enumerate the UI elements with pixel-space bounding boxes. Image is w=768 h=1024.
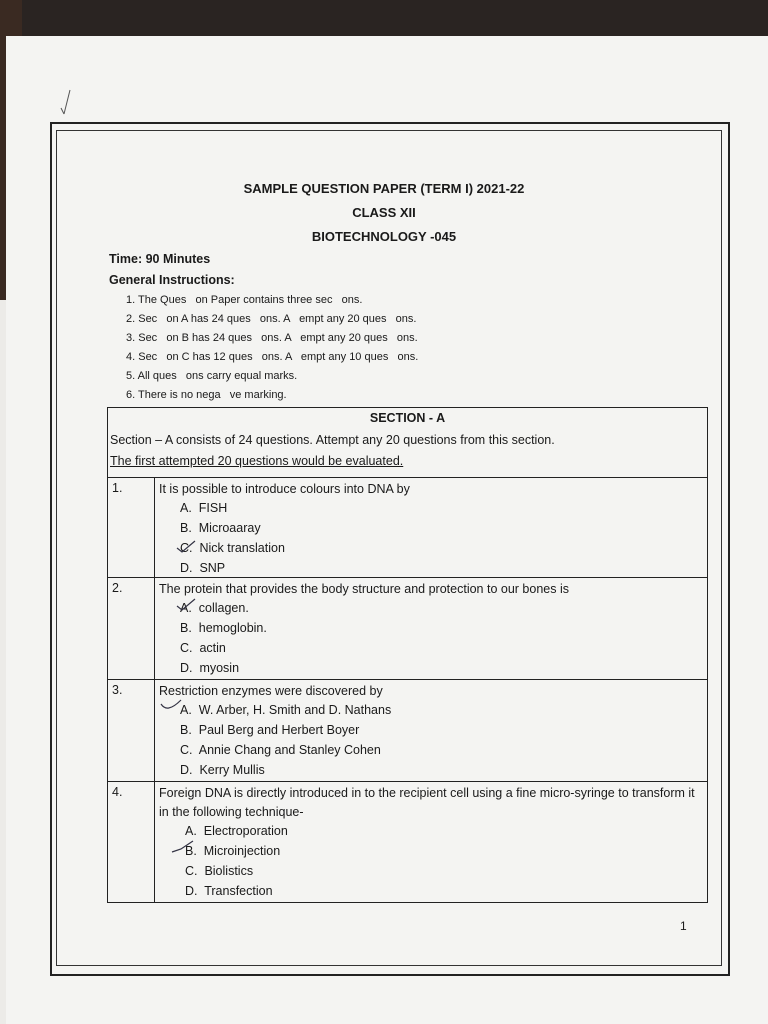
option-c: C. Nick translation [180, 541, 285, 555]
row-divider [107, 679, 708, 680]
instruction-item: 1. The Ques on Paper contains three sec ons. [126, 294, 363, 306]
question-number: 1. [112, 481, 123, 495]
check-mark-icon [159, 698, 183, 712]
pencil-mark-icon [60, 88, 74, 118]
option-d: D. myosin [180, 661, 240, 675]
question-text: Foreign DNA is directly introduced in to the recipient cell using a fine micro-syringe to transform it in the following technique- [159, 786, 695, 819]
section-note: The first attempted 20 questions would be evaluated. [110, 454, 404, 468]
instruction-item: 5. All ques ons carry equal marks. [126, 370, 298, 382]
option-d: D. Kerry Mullis [180, 763, 265, 777]
instructions-list [126, 291, 418, 405]
class-label: CLASS XII [352, 205, 416, 220]
option-b: B. Microaaray [180, 521, 261, 535]
option-b: B. hemoglobin. [180, 621, 267, 635]
subject-label: BIOTECHNOLOGY -045 [311, 229, 457, 244]
background-dark-area [0, 0, 768, 40]
option-a: A. collagen. [180, 601, 249, 615]
row-divider [107, 477, 708, 478]
option-b: B. Paul Berg and Herbert Boyer [180, 723, 360, 737]
instruction-item: 4. Sec on C has 12 ques ons. A empt any 10 ques ons. [126, 351, 419, 363]
question-number: 4. [112, 785, 123, 799]
instruction-item: 3. Sec on B has 24 ques ons. A empt any 20 ques ons. [126, 332, 418, 344]
instruction-item: 2. Sec on A has 24 ques ons. A empt any 20 ques ons. [126, 313, 417, 325]
option-c: C. actin [180, 641, 226, 655]
option-b: B. Microinjection [185, 844, 281, 858]
option-a: A. W. Arber, H. Smith and D. Nathans [180, 703, 392, 717]
page-number: 1 [680, 919, 687, 933]
question-text: It is possible to introduce colours into DNA by [159, 482, 410, 496]
row-divider [107, 781, 708, 782]
check-mark-icon [171, 840, 195, 854]
row-divider [107, 577, 708, 578]
question-number: 2. [112, 581, 123, 595]
option-d: D. Transfection [185, 884, 273, 898]
paper-title: SAMPLE QUESTION PAPER (TERM I) 2021-22 [243, 181, 525, 196]
questions-table [107, 407, 708, 903]
question-text: The protein that provides the body structure and protection to our bones is [159, 582, 569, 596]
section-description: Section – A consists of 24 questions. Attempt any 20 questions from this section. [110, 433, 555, 447]
option-a: A. FISH [180, 501, 228, 515]
time-label: Time: 90 Minutes [109, 252, 211, 266]
option-a: A. Electroporation [185, 824, 288, 838]
question-text: Restriction enzymes were discovered by [159, 684, 383, 698]
instruction-item: 6. There is no nega ve marking. [126, 389, 287, 401]
option-d: D. SNP [180, 561, 226, 575]
section-title: SECTION - A [369, 411, 446, 425]
check-mark-icon [175, 598, 199, 612]
general-instructions-label: General Instructions: [109, 273, 235, 287]
column-divider [154, 477, 155, 903]
check-mark-icon [175, 540, 199, 554]
option-c: C. Annie Chang and Stanley Cohen [180, 743, 381, 757]
option-c: C. Biolistics [185, 864, 254, 878]
question-number: 3. [112, 683, 123, 697]
